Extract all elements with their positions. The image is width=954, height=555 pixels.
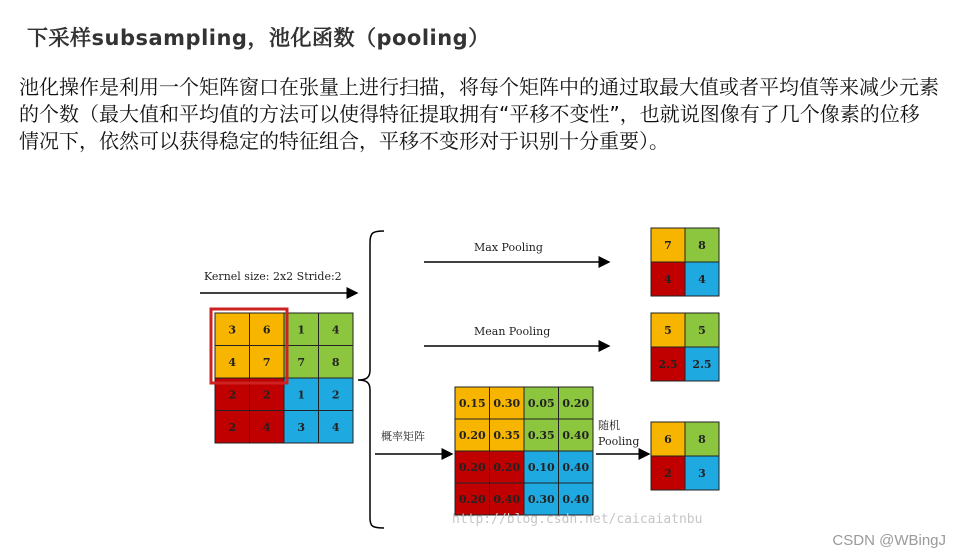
mean-value: 2.5 <box>658 358 678 371</box>
max-value: 8 <box>698 239 706 252</box>
branch-brace <box>358 231 384 528</box>
probability-label: 概率矩阵 <box>381 430 425 443</box>
input-value: 3 <box>297 420 306 434</box>
prob-value: 0.20 <box>562 397 590 410</box>
input-value: 4 <box>331 420 340 434</box>
random-label-2: Pooling <box>598 435 640 448</box>
random-value: 6 <box>664 433 672 446</box>
input-value: 2 <box>262 388 271 402</box>
prob-value: 0.30 <box>527 493 555 506</box>
input-value: 2 <box>331 388 340 402</box>
prob-value: 0.40 <box>562 461 590 474</box>
prob-value: 0.10 <box>527 461 555 474</box>
mean-value: 5 <box>664 324 672 337</box>
probability-matrix <box>455 387 593 515</box>
mean-value: 5 <box>698 324 706 337</box>
input-value: 6 <box>262 323 271 337</box>
input-value: 7 <box>262 355 271 369</box>
prob-value: 0.05 <box>527 397 555 410</box>
input-value: 3 <box>228 323 237 337</box>
kernel-label: Kernel size: 2x2 Stride:2 <box>204 270 342 283</box>
prob-value: 0.40 <box>562 429 590 442</box>
mean-pooling-label: Mean Pooling <box>474 325 551 338</box>
input-value: 1 <box>297 388 306 402</box>
random-value: 2 <box>664 467 672 480</box>
max-pooling-output <box>651 228 719 296</box>
max-value: 4 <box>698 273 706 286</box>
max-value: 4 <box>664 273 672 286</box>
input-value: 8 <box>331 355 340 369</box>
random-pooling-output <box>651 422 719 490</box>
random-label-1: 随机 <box>598 419 620 432</box>
input-value: 2 <box>228 420 237 434</box>
blog-watermark: http://blog.csdn.net/caicaiatnbu <box>452 512 703 527</box>
input-value: 2 <box>228 388 237 402</box>
prob-value: 0.20 <box>458 493 486 506</box>
input-value: 1 <box>297 323 306 337</box>
prob-value: 0.30 <box>493 397 521 410</box>
max-value: 7 <box>664 239 672 252</box>
prob-value: 0.15 <box>458 397 486 410</box>
prob-value: 0.35 <box>493 429 521 442</box>
prob-value: 0.20 <box>458 461 486 474</box>
mean-value: 2.5 <box>692 358 712 371</box>
input-value: 4 <box>262 420 271 434</box>
max-pooling-label: Max Pooling <box>474 241 543 254</box>
random-value: 8 <box>698 433 706 446</box>
description-paragraph: 池化操作是利用一个矩阵窗口在张量上进行扫描，将每个矩阵中的通过取最大值或者平均值等来减少元素的个数（最大值和平均值的方法可以使得特征提取拥有“平移不变性”，也就说图像有了几个像素的位移情况下，依然可以获得稳定的特征组合，平移不变形对于识别十分重要）。 <box>19 75 939 153</box>
prob-value: 0.40 <box>562 493 590 506</box>
prob-value: 0.35 <box>527 429 555 442</box>
prob-value: 0.20 <box>493 461 521 474</box>
random-value: 3 <box>698 467 706 480</box>
input-matrix <box>215 313 353 443</box>
csdn-credit: CSDN @WBingJ <box>832 532 946 549</box>
prob-value: 0.40 <box>493 493 521 506</box>
page-title: 下采样subsampling，池化函数（pooling） <box>27 26 490 50</box>
mean-pooling-output <box>651 313 719 381</box>
input-value: 4 <box>331 323 340 337</box>
prob-value: 0.20 <box>458 429 486 442</box>
input-value: 4 <box>228 355 237 369</box>
input-value: 7 <box>297 355 306 369</box>
